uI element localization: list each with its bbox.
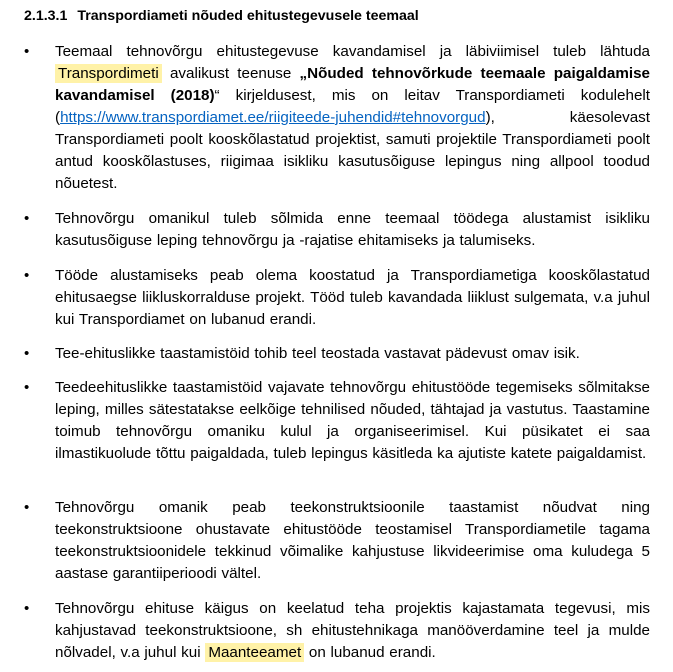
bullet-icon: • xyxy=(24,267,30,284)
bullet-icon: • xyxy=(24,43,30,60)
bullet-icon: • xyxy=(24,600,30,617)
section-number: 2.1.3.1 xyxy=(24,8,68,24)
text-run: ), käesolevast Transpordiameti poolt kooskõlastatud projektist, samuti projektile Transpordiameti poolt antud kooskõlastuses, riigimaa isikliku kasutusõiguse lepingus ning allpool toodud nõuetest. xyxy=(55,109,650,192)
link-transpordiamet[interactable]: https://www.transpordiamet.ee/riigiteede-juhendid#tehnovorgud xyxy=(60,109,486,126)
list-item-text: Tehnovõrgu omanik peab teekonstruktsioonile taastamist nõudvat ning teekonstruktsioone ohustavate ehitustööde teostamisel Transpordiametile tagama teekonstruktsioonidele tekkinud võimalike kahjustuse likvideerimise oma kuludega 5 aastase garantiiperioodi vältel. xyxy=(55,499,650,582)
list-item-text: Teedeehituslikke taastamistöid vajavate tehnovõrgu ehitustööde tegemiseks sõlmitakse leping, milles sätestatakse eelkõige tehnilised nõuded, tähtajad ja vastutus. Taastamine toimub tehnovõrgu omaniku kulul ja organiseerimisel. Kui püsikatet ei saa ilmastikuolude tõttu paigaldada, tuleb lepingus käsitleda ka ajutiste katete paigaldamist. xyxy=(55,379,650,462)
list-item-text xyxy=(55,598,650,664)
list-item-text: Tehnovõrgu omanikul tuleb sõlmida enne teemaal töödega alustamist isikliku kasutusõiguse leping tehnovõrgu ja -rajatise ehitamiseks ja talumiseks. xyxy=(55,210,650,249)
list-item xyxy=(24,265,650,331)
list-item-text: Tee-ehituslikke taastamistöid tohib teel teostada vastavat pädevust omav isik. xyxy=(55,345,580,362)
list-item xyxy=(24,377,650,465)
bullet-icon: • xyxy=(24,379,30,396)
bullet-icon: • xyxy=(24,499,30,516)
text-run: Tehnovõrgu ehituse käigus on keelatud teha projektis kajastamata tegevusi, mis kahjustavad teekonstruktsioone, sh ehitustehnikaga manööverdamine teel ja mulde nõlvadel, v.a juhul kui xyxy=(55,600,650,661)
list-item xyxy=(24,41,650,195)
list-item xyxy=(24,343,650,365)
section-heading xyxy=(24,8,419,24)
text-run: on lubanud erandi. xyxy=(304,644,436,661)
list-item xyxy=(24,208,650,252)
highlighted-text: Maanteeamet xyxy=(205,643,304,662)
text-run: “ kirjeldusest, mis on leitav Transpordiameti kodulehelt ( xyxy=(55,87,650,126)
list-item-text xyxy=(55,41,650,195)
bullet-icon: • xyxy=(24,345,30,362)
list-item xyxy=(24,497,650,585)
highlighted-text: Transpordimeti xyxy=(55,64,162,83)
list-item xyxy=(24,598,650,664)
list-item-text: Tööde alustamiseks peab olema koostatud ja Transpordiametiga kooskõlastatud ehitusaegse liikluskorralduse projekt. Tööd tuleb kavandada liiklust sulgemata, v.a juhul kui Transpordiamet on lubanud erandi. xyxy=(55,267,650,328)
text-run: avalikust teenuse xyxy=(161,65,300,82)
bullet-icon: • xyxy=(24,210,30,227)
bold-text: „Nõuded tehnovõrkude teemaale paigaldamise kavandamisel (2018) xyxy=(55,65,650,104)
text-run: Teemaal tehnovõrgu ehitustegevuse kavandamisel ja läbiviimisel tuleb lähtuda xyxy=(55,43,650,60)
section-title: Transpordiameti nõuded ehitustegevusele teemaal xyxy=(77,8,419,24)
